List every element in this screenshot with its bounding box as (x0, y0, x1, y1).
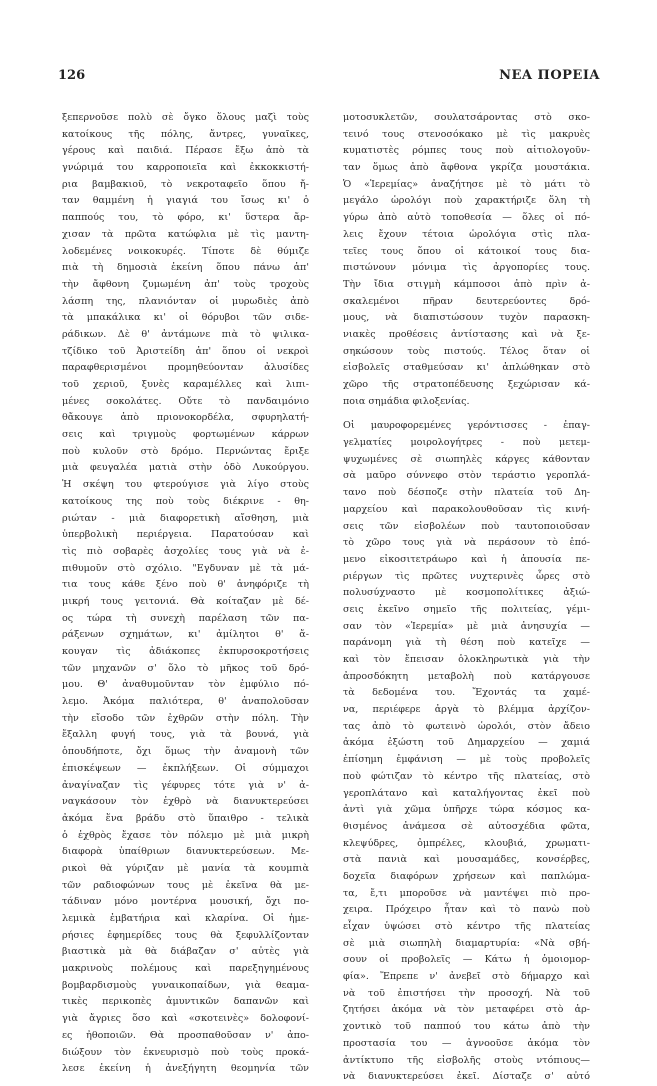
right-paragraph-1 (343, 110, 590, 410)
text-line: ὁ ἐχθρὸς ἔχασε τὸν πόλεμο μὲ μιὰ μικρὴ (62, 829, 309, 841)
text-line: τὸ χῶρο τους γιὰ νὰ περάσουν τὸ ἑπό- (343, 537, 590, 549)
text-line: τια τους κάθε ξένο ποὺ θ' ἀνηφόριζε τὴ (62, 579, 309, 591)
text-line: τεινό τους στενοσόκακο μὲ τὶς μακρυὲς (343, 128, 590, 140)
text-line: τα, ἔ,τι μποροῦσε νὰ μαντέψει πιὸ προ- (343, 887, 590, 899)
text-line: μιὰ φευγαλέα ματιὰ στὴν ὁδὸ Λυκούργου. (62, 462, 309, 474)
text-line: τῶν μηχανῶν σ' ὅλο τὸ μῆκος τοῦ δρό- (62, 662, 309, 674)
text-line: λάσπη της, πλανιόνταν οἱ μυρωδιὲς ἀπὸ (62, 295, 309, 307)
text-line: τῶν ραδιοφώνων τους μὲ ἐκεῖνα θὰ με- (62, 879, 309, 891)
text-line: ἀντίκτυπο τῆς εἰσβολῆς στοὺς ντόπιους— (343, 1054, 590, 1066)
text-line: σκαλεμένοι πῆραν δευτερεύοντες δρό- (343, 295, 590, 307)
text-line: γνώριμά του καρροποιεῖα καὶ ἐκκοκκιστή- (62, 162, 309, 174)
text-line: ὁπουδήποτε, ὄχι ὅμως τὴν ἀναμονὴ τῶν (62, 746, 309, 758)
text-line: τζίδικο τοῦ Ἀριστείδη ἀπ' ὅπου οἱ νεκροὶ (62, 345, 309, 357)
text-line: ἀναγίναζαν τὶς γέφυρες τότε γιὰ ν' ἀ- (62, 779, 309, 791)
text-line: καὶ τὸν ἔπεισαν ὁλοκληρωτικὰ γιὰ τὴν (343, 654, 590, 665)
page-number: 126 (58, 68, 86, 83)
text-line: ἀκόμα ἕνα βράδυ στὸ ὕπαιθρο - τελικὰ (62, 812, 309, 824)
text-line: εἶχαν ὑψώσει στὸ κέντρο τῆς πλατείας (343, 921, 590, 932)
text-line: στὰ πανιὰ καὶ μουσαμάδες, κονσέρβες, (343, 854, 590, 866)
text-line: βομβαρδισμοὺς γυναικοπαίδων, γιὰ θεαμα- (62, 979, 309, 991)
text-line: κουγαν τὶς ἀδιάκοπες ἐκπυρσοκροτήσεις (62, 646, 309, 657)
text-line: πιστώνουν μόνιμα τὶς ἀργοπορίες τους. (343, 262, 590, 274)
text-line: ψυχωμένες σὲ σιωπηλὲς κάργες κάθονταν (343, 453, 590, 465)
text-line: χισαν τὰ πρῶτα κατώφλια μὲ τὶς μαντη- (62, 228, 309, 240)
text-line: σουν οἱ προβολεῖς — Κάτω ἡ ὁμοιομορ- (343, 954, 590, 966)
text-line: φία». Ἔπρεπε ν' ἀνεβεῖ στὸ δήμαρχο καὶ (343, 971, 590, 983)
text-line: μαρχείου καὶ παρακολουθοῦσαν τὶς κινή- (343, 503, 590, 515)
text-line: ποὺ κυλοῦν στὸ δρόμο. Περνώντας ἔριξε (62, 445, 309, 457)
text-line: ταν θαμμένη ἡ γιαγιά του ἴσως κι' ὁ (62, 195, 309, 207)
text-line: σεις τῶν εἰσβολέων ποὺ ταυτοποιοῦσαν (343, 520, 590, 532)
text-line: μεγάλο ὡρολόγι ποὺ χαρακτήριζε ὅλη τὴ (343, 195, 590, 207)
right-paragraph-2 (343, 418, 590, 1086)
text-line: διαφορὰ ὑπαίθριων διανυκτερεύσεων. Με- (62, 846, 309, 858)
text-line: ριέργων τὶς πρῶτες νυχτερινὲς ὧρες στὸ (343, 570, 590, 582)
text-line: νὰ τοῦ ἐπιστήσει τὴν προσοχή. Νὰ τοῦ (343, 987, 590, 999)
text-line: ράδικων. Δὲ θ' ἀντάμωνε πιὰ τὸ ψιλικα- (62, 328, 309, 340)
text-line: βιαστικὰ μὰ θὰ διάβαζαν σ' αὐτὲς γιὰ (62, 946, 309, 958)
text-line: ἀντὶ γιὰ χῶμα ὑπῆρχε τώρα κόσμος κα- (343, 804, 590, 816)
text-line: μένες σοκολάτες. Οὔτε τὸ πανδαιμόνιο (62, 395, 309, 407)
text-line: τὶς πιὸ σοβαρὲς ἀσχολίες τους γιὰ νὰ ἐ- (62, 545, 309, 557)
text-line: νιακὲς προθέσεις ἀντίστασης καὶ νὰ ξε- (343, 328, 590, 340)
text-line: χοντικὸ τοῦ παππού του κάτω ἀπὸ τὴν (343, 1021, 590, 1033)
text-line: ράξενων σχημάτων, κι' ἀμίλητοι θ' ἄ- (62, 629, 309, 641)
text-line: ναγκάσουν τὸν ἐχθρὸ νὰ διανυκτερεύσει (62, 796, 309, 808)
text-line: παραφθερισμένοι προμηθεύονταν ἀλυσίδες (62, 362, 309, 374)
text-line: εἰσβολεῖς σταθμεύσαν κι' ἀπλώθηκαν στὸ (343, 362, 590, 374)
text-line: ποια σημάδια φιλοξενίας. (343, 395, 470, 407)
text-line: ποὺ φώτιζαν τὸ κέντρο τῆς πλατείας, στὸ (343, 770, 590, 782)
paragraph-gap (343, 410, 590, 418)
text-line: λεμο. Ἀκόμα παλιότερα, θ' ἀναπολοῦσαν (62, 696, 309, 708)
text-line: τὴν ἄφθονη ζυμωμένη ἀπ' τοὺς τροχοὺς (62, 278, 309, 290)
text-line: σὰ μαῦρο σύννεφο στὸν τεράστιο γεροπλά- (343, 470, 590, 482)
text-line: τοῦ χεριοῦ, ξυνὲς καραμέλλες καὶ λιπι- (62, 379, 309, 390)
left-text-column (62, 110, 309, 1078)
text-line: παράνομη γιὰ τὴ θέση ποὺ κατεῖχε — (343, 637, 590, 649)
running-title: ΝΕΑ ΠΟΡΕΙΑ (499, 68, 600, 83)
text-line: μοτοσυκλετῶν, σουλατσάροντας στὸ σκο- (343, 112, 590, 123)
text-line: τεῖες τους ὅπου οἱ κάτοικοί τους δια- (343, 245, 590, 257)
text-line: γελματίες μοιρολογήτρες - ποὺ μετεμ- (343, 437, 590, 449)
text-line: κυματιστὲς ρόμπες τους ποὺ αἰτιολογοῦν- (343, 145, 590, 157)
text-line: σὲ μιὰ σιωπηλὴ διαμαρτυρία: «Νὰ σβή- (343, 937, 590, 949)
text-line: κατοίκους τῆς πόλης, ἄντρες, γυναῖκες, (62, 128, 309, 140)
text-line: τικὲς περικοπὲς ἀμυντικῶν δαπανῶν καὶ (62, 996, 309, 1008)
text-line: λεμικὰ ἐμβατήρια καὶ κλαρίνα. Οἱ ἡμε- (62, 913, 309, 924)
text-line: τὴν εἴσοδο τῶν ἐχθρῶν στὴν πόλη. Τὴν (62, 712, 309, 724)
text-line: ος τώρα τὴ συνεχὴ παρέλαση τῶν πα- (62, 612, 309, 624)
text-line: ἐπίσημη ἐμφάνιση — μὲ τοὺς προβολεῖς (343, 754, 590, 766)
text-line: τάδιναν μόνο μοντέρνα μουσική, ὄχι πο- (62, 896, 309, 908)
text-line: χειρα. Πρόχειρο ἦταν καὶ τὸ πανὼ ποὺ (343, 904, 590, 916)
text-line: ἀπροσδόκητη μεταβολὴ ποὺ κατάργουσε (343, 670, 590, 682)
text-line: τανο ποὺ δέσποζε στὴν πλατεία τοῦ Δη- (343, 487, 590, 499)
text-line: νὰ διανυκτερεύσει ἐκεῖ. Δίσταζε σ' αὐτό (343, 1071, 590, 1083)
text-line: ἔξαλλη φυγή τους, γιὰ τὰ βουνά, γιὰ (62, 729, 309, 741)
text-line: ρικοὶ θὰ γύριζαν μὲ μανία τὰ κουμπιὰ (62, 862, 309, 874)
text-line: λεσε ἐκείνη ἡ ἀνεξήγητη θεομηνία τῶν (62, 1063, 309, 1075)
text-line: λεις ἔχουν τέτοια ὡρολόγια στὶς πλα- (343, 228, 590, 240)
text-line: γεροπλάτανο καὶ καταλήγοντας ἐκεῖ ποὺ (343, 787, 590, 799)
text-line: μακρινοὺς πολέμους καὶ παρεξηγημένους (62, 963, 309, 975)
text-line: πιθυμοῦν στὸ σχόλιο. "Εγδυναν μὲ τὰ μά- (62, 562, 309, 574)
text-line: μου. Θ' ἀναθυμοῦνταν τὸν ἐμφύλιο πό- (62, 679, 309, 691)
text-line: δοχεῖα διαφόρων χρήσεων καὶ παπλώμα- (343, 870, 590, 882)
text-line: Τὴν ἴδια στιγμὴ κάμποσοι ἀπὸ πρὶν ἀ- (343, 278, 590, 290)
text-line: τας ἀπὸ τὸ φωτεινὸ ὡρολόι, στὸν ἄδειο (343, 720, 590, 732)
text-line: ταν ὅμως ἀπὸ ἄφθονα γκρίζα μουστάκια. (343, 162, 590, 174)
text-line: διώξουν τὸν ἐκνευρισμὸ ποὺ τοὺς προκά- (62, 1046, 309, 1058)
text-line: ριώταν - μιὰ διαφορετικὴ αἴσθηση, μιὰ (62, 512, 309, 524)
text-line: Ὁ «Ἱερεμίας» ἀναζήτησε μὲ τὸ μάτι τὸ (343, 178, 590, 190)
running-header (58, 68, 600, 88)
text-line: μενο εἰκοσιτετράωρο καὶ ἡ ἀπουσία πε- (343, 553, 590, 565)
text-line: σεις ἐκεῖνο σημεῖο τῆς πολιτείας, γέμι- (343, 603, 590, 615)
text-line: ρήσιες ἐφημερίδες τους θὰ ξεφυλλίζονταν (62, 929, 309, 941)
text-line: γύρω ἀπὸ αὐτὸ τοποθεσία — ὅλες οἱ πό- (343, 212, 590, 224)
text-line: ζητήσει ἀκόμα νὰ τὸν μεταφέρει στὸ ἀρ- (343, 1004, 590, 1016)
text-line: ξεπερνοῦσε πολὺ σὲ ὄγκο ὅλους μαζὶ τοὺς (62, 112, 309, 123)
text-line: χῶρο τῆς στρατοπέδευσης ξεχώρισαν κά- (343, 379, 590, 390)
text-line: ρια βαμβακιοῦ, τὸ νεκροταφεῖο ὅπου ἤ- (62, 178, 309, 190)
text-line: θισμένος ἀνάμεσα σὲ αὐτοσχέδια φῶτα, (343, 820, 590, 832)
text-line: κατοίκους της ποὺ τοὺς διέκρινε - θη- (62, 495, 309, 507)
text-line: λοδεμένες νοικοκυρές. Τίποτε δὲ θύμιζε (62, 245, 309, 257)
text-line: σεις καὶ τριγμοὺς φορτωμένων κάρρων (62, 429, 309, 441)
text-line: μους, νὰ διαπιστώσουν τυχὸν παρασκη- (343, 312, 590, 324)
text-line: παππούς του, τὸ φόρο, κι' ὕστερα ἄρ- (62, 212, 309, 224)
text-line: ες ἠθοποιῶν. Θὰ προσπαθοῦσαν ν' ἀπο- (62, 1029, 309, 1041)
text-line: να, περιέφερε ἀργὰ τὸ βλέμμα ἀρχίζον- (343, 704, 590, 716)
text-line: ἐπισκέψεων — ἐκπλήξεων. Οἱ σύμμαχοι (62, 762, 309, 774)
text-line: ὑπερβολικὴ περιέργεια. Παρατούσαν καὶ (62, 529, 309, 541)
text-line: γέρους καὶ παιδιά. Πέρασε ἔξω ἀπὸ τὰ (62, 145, 309, 157)
text-line: σηκώσουν τοὺς πιστούς. Τέλος ὅταν οἱ (343, 345, 590, 357)
text-line: πολυσύχναστο μὲ κοσμοπολίτικες ἀξιώ- (343, 587, 590, 599)
text-line: κλεψύδρες, ὀμπρέλες, κλουβιά, χρωματι- (343, 837, 590, 849)
text-line: ἀκόμα ἐξώστη τοῦ Δημαρχείου — χαμιά (343, 737, 590, 749)
text-line: σαν τὸν «Ἱερεμία» μὲ μιὰ ἀνησυχία — (343, 620, 590, 632)
text-line: Οἱ μαυροφορεμένες γερόντισσες - ἐπαγ- (343, 420, 590, 432)
text-line: μικρή τους γειτονιά. Θὰ κοίταζαν μὲ δέ- (62, 595, 309, 607)
text-line: θἄκουγε ἀπὸ πριονοκορδέλα, σφυρηλατή- (62, 412, 309, 424)
text-line: γιὰ ἄγριες ὅσο καὶ «σκοτεινὲς» δολοφονί- (62, 1013, 309, 1025)
text-line: Ἡ σκέψη του φτερούγισε γιὰ λίγο στοὺς (62, 479, 309, 491)
text-line: τὰ μπακάλικα κι' οἱ θόρυβοι τῶν σιδε- (62, 312, 309, 324)
right-text-column (343, 110, 590, 1086)
text-line: πιὰ τὴ δημοσιὰ ἐκείνη ὅπου πάνω ἀπ' (62, 262, 309, 274)
text-line: προστασία του — ἀγνοοῦσε ἀκόμα τὸν (343, 1037, 590, 1049)
text-line: τὰ δεδομένα του. Ἔχοντάς τα χαμέ- (343, 687, 590, 699)
